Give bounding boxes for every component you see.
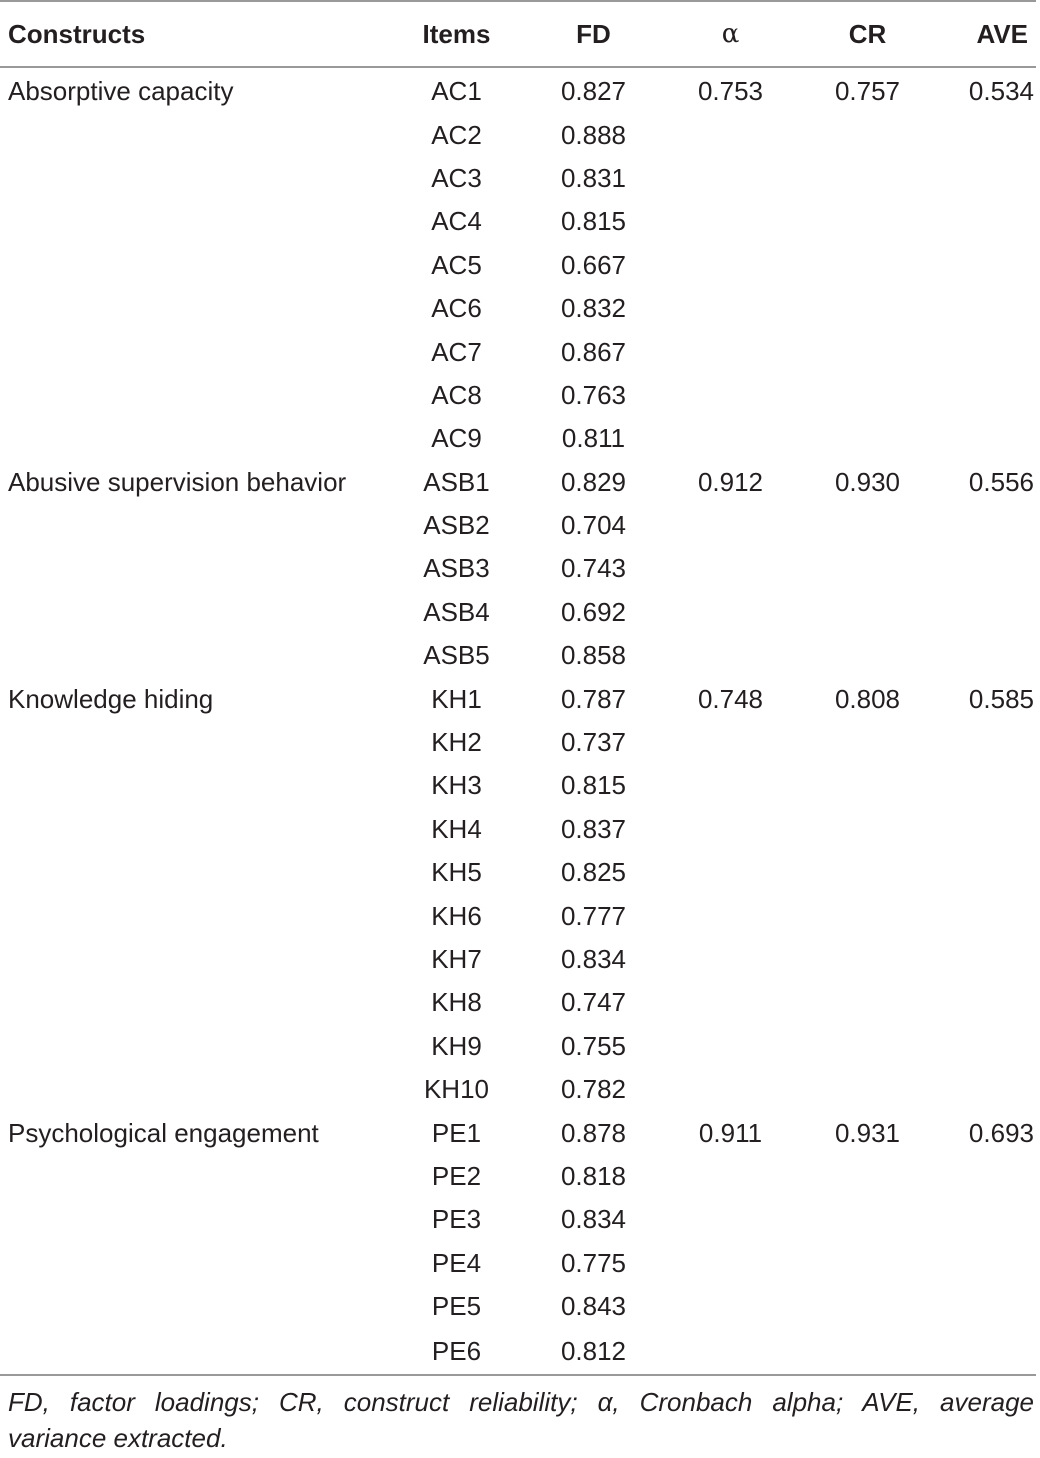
cell-cr <box>799 894 936 937</box>
cell-cr <box>799 244 936 287</box>
cell-construct <box>0 330 388 373</box>
cell-construct <box>0 851 388 894</box>
cell-ave <box>936 1155 1036 1198</box>
cell-construct <box>0 1068 388 1111</box>
footnote-line-1: FD, factor loadings; CR, construct reliability; α, Cronbach alpha; AVE, average <box>8 1387 1034 1417</box>
cell-cr <box>799 938 936 981</box>
table-row <box>0 591 1036 634</box>
header-row <box>0 1 1036 67</box>
cell-alpha <box>662 374 799 417</box>
cell-ave <box>936 1285 1036 1328</box>
table-row <box>0 1111 1036 1154</box>
cell-alpha <box>662 764 799 807</box>
cell-item: PE1 <box>431 1117 482 1148</box>
table-row <box>0 330 1036 373</box>
cell-fd: 0.867 <box>560 336 627 367</box>
cell-alpha <box>662 113 799 156</box>
cell-ave <box>936 851 1036 894</box>
table-row <box>0 417 1036 460</box>
cell-cr <box>799 1068 936 1111</box>
cell-item: AC9 <box>431 423 482 454</box>
cell-alpha <box>662 1198 799 1241</box>
cell-fd: 0.815 <box>560 206 627 237</box>
table-row <box>0 894 1036 937</box>
table-row <box>0 67 1036 113</box>
cell-item: KH9 <box>431 1030 482 1061</box>
cell-ave <box>936 1328 1036 1375</box>
table-row <box>0 113 1036 156</box>
table-row <box>0 200 1036 243</box>
cell-cr <box>799 851 936 894</box>
cell-construct <box>0 938 388 981</box>
cell-alpha <box>662 200 799 243</box>
cell-item: AC2 <box>431 119 482 150</box>
cell-ave <box>936 417 1036 460</box>
cell-item: KH7 <box>431 944 482 974</box>
cell-construct <box>0 808 388 851</box>
cell-alpha <box>662 1068 799 1111</box>
cell-item: AC1 <box>431 76 482 107</box>
cell-construct <box>0 504 388 547</box>
cell-ave: 0.693 <box>968 1117 1034 1148</box>
table-row <box>0 1285 1036 1328</box>
cell-ave: 0.556 <box>968 466 1034 497</box>
cell-item: ASB3 <box>423 553 490 584</box>
cell-alpha <box>662 417 799 460</box>
cell-alpha <box>662 244 799 287</box>
cell-cr <box>799 1025 936 1068</box>
cell-ave: 0.585 <box>968 683 1034 714</box>
cell-item: ASB1 <box>423 466 490 497</box>
cell-construct: Psychological engagement <box>8 1117 319 1148</box>
cell-cr <box>799 330 936 373</box>
cell-construct <box>0 1025 388 1068</box>
header-constructs: Constructs <box>0 1 388 67</box>
cell-cr <box>799 1285 936 1328</box>
cell-fd: 0.667 <box>560 249 627 280</box>
cell-alpha: 0.748 <box>697 683 764 714</box>
cell-item: KH2 <box>431 727 482 758</box>
cell-item: KH6 <box>431 900 482 931</box>
cell-ave <box>936 938 1036 981</box>
cell-ave <box>936 504 1036 547</box>
cell-alpha: 0.912 <box>697 466 764 497</box>
cell-construct <box>0 417 388 460</box>
cell-cr <box>799 504 936 547</box>
cell-item: AC3 <box>431 162 482 193</box>
table-row <box>0 981 1036 1024</box>
cell-construct <box>0 764 388 807</box>
cell-fd: 0.815 <box>560 770 627 801</box>
cell-item: ASB2 <box>423 510 490 541</box>
cell-alpha <box>662 851 799 894</box>
cell-fd: 0.888 <box>560 119 627 150</box>
cell-fd: 0.704 <box>560 510 627 541</box>
table-row <box>0 157 1036 200</box>
cell-item: KH3 <box>431 770 482 801</box>
cell-item: AC7 <box>431 336 482 367</box>
cell-cr: 0.808 <box>834 683 901 714</box>
cell-construct <box>0 374 388 417</box>
table-row <box>0 1198 1036 1241</box>
cell-construct <box>0 981 388 1024</box>
cell-item: PE3 <box>431 1204 482 1235</box>
cell-fd: 0.827 <box>560 76 627 107</box>
footnote-line-2: variance extracted. <box>8 1423 228 1453</box>
cell-item: PE5 <box>431 1291 482 1322</box>
cell-fd: 0.834 <box>560 944 627 974</box>
cell-cr <box>799 547 936 590</box>
cell-cr <box>799 287 936 330</box>
cell-ave <box>936 721 1036 764</box>
table-header <box>0 1 1036 67</box>
cell-fd: 0.878 <box>560 1117 627 1148</box>
header-fd: FD <box>525 1 662 67</box>
cell-item: AC4 <box>431 206 482 237</box>
table-row <box>0 244 1036 287</box>
cell-fd: 0.782 <box>560 1074 627 1105</box>
table-row <box>0 287 1036 330</box>
cell-cr <box>799 591 936 634</box>
cell-alpha <box>662 721 799 764</box>
table-row <box>0 721 1036 764</box>
cell-construct: Knowledge hiding <box>8 683 214 714</box>
cell-ave <box>936 244 1036 287</box>
cell-ave <box>936 157 1036 200</box>
cell-construct <box>0 200 388 243</box>
table-row <box>0 677 1036 720</box>
cell-cr: 0.931 <box>834 1117 901 1148</box>
cell-construct <box>0 157 388 200</box>
cell-cr <box>799 417 936 460</box>
cell-ave <box>936 1242 1036 1285</box>
cell-ave <box>936 287 1036 330</box>
cell-ave <box>936 808 1036 851</box>
cell-cr <box>799 374 936 417</box>
header-cr: CR <box>799 1 936 67</box>
cell-item: AC5 <box>431 249 482 280</box>
cell-fd: 0.692 <box>560 596 627 627</box>
cell-fd: 0.818 <box>560 1160 627 1191</box>
table-row <box>0 504 1036 547</box>
cell-ave <box>936 374 1036 417</box>
cell-fd: 0.787 <box>560 683 627 714</box>
cell-item: KH4 <box>431 813 482 844</box>
cell-construct <box>0 1198 388 1241</box>
table-body <box>0 67 1036 1375</box>
cell-cr <box>799 1328 936 1375</box>
header-alpha: α <box>662 1 799 67</box>
cell-alpha <box>662 1242 799 1285</box>
table-row <box>0 1068 1036 1111</box>
cell-item: PE2 <box>431 1160 482 1191</box>
cell-ave <box>936 330 1036 373</box>
cell-fd: 0.834 <box>560 1204 627 1235</box>
cell-cr <box>799 808 936 851</box>
header-items: Items <box>388 1 525 67</box>
table-row <box>0 634 1036 677</box>
cell-ave <box>936 634 1036 677</box>
cell-fd: 0.777 <box>560 900 627 931</box>
table-row <box>0 1328 1036 1375</box>
cell-construct: Absorptive capacity <box>8 76 234 107</box>
cell-fd: 0.775 <box>560 1247 627 1278</box>
cell-cr <box>799 1155 936 1198</box>
cell-fd: 0.829 <box>560 466 627 497</box>
table-row <box>0 1025 1036 1068</box>
cell-fd: 0.832 <box>560 293 627 324</box>
cell-item: KH8 <box>431 987 482 1018</box>
cell-fd: 0.763 <box>560 379 627 410</box>
cell-alpha <box>662 981 799 1024</box>
cell-ave <box>936 1198 1036 1241</box>
cell-alpha <box>662 591 799 634</box>
cell-fd: 0.811 <box>561 423 626 454</box>
cell-ave <box>936 547 1036 590</box>
cell-item: PE4 <box>431 1247 482 1278</box>
cell-cr <box>799 1242 936 1285</box>
cell-cr <box>799 634 936 677</box>
table-row <box>0 764 1036 807</box>
cell-cr <box>799 113 936 156</box>
table-row <box>0 938 1036 981</box>
cell-construct <box>0 721 388 764</box>
cell-cr <box>799 721 936 764</box>
cell-construct <box>0 287 388 330</box>
cell-construct: Abusive supervision behavior <box>8 466 347 497</box>
cell-alpha <box>662 504 799 547</box>
cell-ave: 0.534 <box>968 76 1034 107</box>
table-row <box>0 851 1036 894</box>
cell-alpha <box>662 330 799 373</box>
cell-alpha <box>662 157 799 200</box>
cell-ave <box>936 894 1036 937</box>
cell-construct <box>0 591 388 634</box>
cell-alpha <box>662 634 799 677</box>
cell-alpha: 0.911 <box>698 1117 763 1148</box>
cell-fd: 0.843 <box>560 1291 627 1322</box>
cell-alpha <box>662 1285 799 1328</box>
cell-ave <box>936 1068 1036 1111</box>
cell-fd: 0.825 <box>560 857 627 888</box>
cell-cr <box>799 981 936 1024</box>
cell-fd: 0.747 <box>560 987 627 1018</box>
table-row <box>0 1242 1036 1285</box>
cell-alpha <box>662 1025 799 1068</box>
cell-item: KH1 <box>431 683 482 714</box>
table-row <box>0 374 1036 417</box>
cell-ave <box>936 113 1036 156</box>
cell-construct <box>0 547 388 590</box>
cell-item: PE6 <box>388 1328 525 1375</box>
table-footnote <box>8 1384 1034 1456</box>
cell-cr: 0.757 <box>834 76 901 107</box>
cell-fd: 0.743 <box>560 553 627 584</box>
cell-construct <box>0 1242 388 1285</box>
cell-alpha: 0.753 <box>697 76 764 107</box>
cell-item: KH10 <box>423 1074 490 1105</box>
cell-item: ASB5 <box>423 640 490 671</box>
table-row <box>0 461 1036 504</box>
cell-fd: 0.737 <box>560 727 627 758</box>
table-row <box>0 547 1036 590</box>
cell-ave <box>936 764 1036 807</box>
cell-cr <box>799 764 936 807</box>
cell-alpha <box>662 1328 799 1375</box>
cell-alpha <box>662 1155 799 1198</box>
cell-ave <box>936 981 1036 1024</box>
cell-cr <box>799 157 936 200</box>
table-row <box>0 1155 1036 1198</box>
cell-item: AC8 <box>431 379 482 410</box>
cell-item: KH5 <box>431 857 482 888</box>
cell-fd: 0.837 <box>560 813 627 844</box>
cell-ave <box>936 1025 1036 1068</box>
cell-cr <box>799 1198 936 1241</box>
cell-ave <box>936 200 1036 243</box>
cell-fd: 0.831 <box>560 162 627 193</box>
cell-alpha <box>662 808 799 851</box>
cell-cr: 0.930 <box>834 466 901 497</box>
cell-fd: 0.755 <box>560 1030 627 1061</box>
cell-alpha <box>662 547 799 590</box>
cell-ave <box>936 591 1036 634</box>
cell-fd: 0.858 <box>560 640 627 671</box>
cell-construct <box>0 1328 388 1375</box>
cell-construct <box>0 634 388 677</box>
cell-fd: 0.812 <box>525 1328 662 1375</box>
cell-construct <box>0 894 388 937</box>
cell-construct <box>0 113 388 156</box>
table-row <box>0 808 1036 851</box>
cell-construct <box>0 1155 388 1198</box>
cell-alpha <box>662 287 799 330</box>
cell-cr <box>799 200 936 243</box>
cell-item: ASB4 <box>423 596 490 627</box>
cell-construct <box>0 244 388 287</box>
cell-construct <box>0 1285 388 1328</box>
cell-alpha <box>662 938 799 981</box>
header-ave: AVE <box>936 1 1036 67</box>
cell-alpha <box>662 894 799 937</box>
cell-item: AC6 <box>431 293 482 324</box>
